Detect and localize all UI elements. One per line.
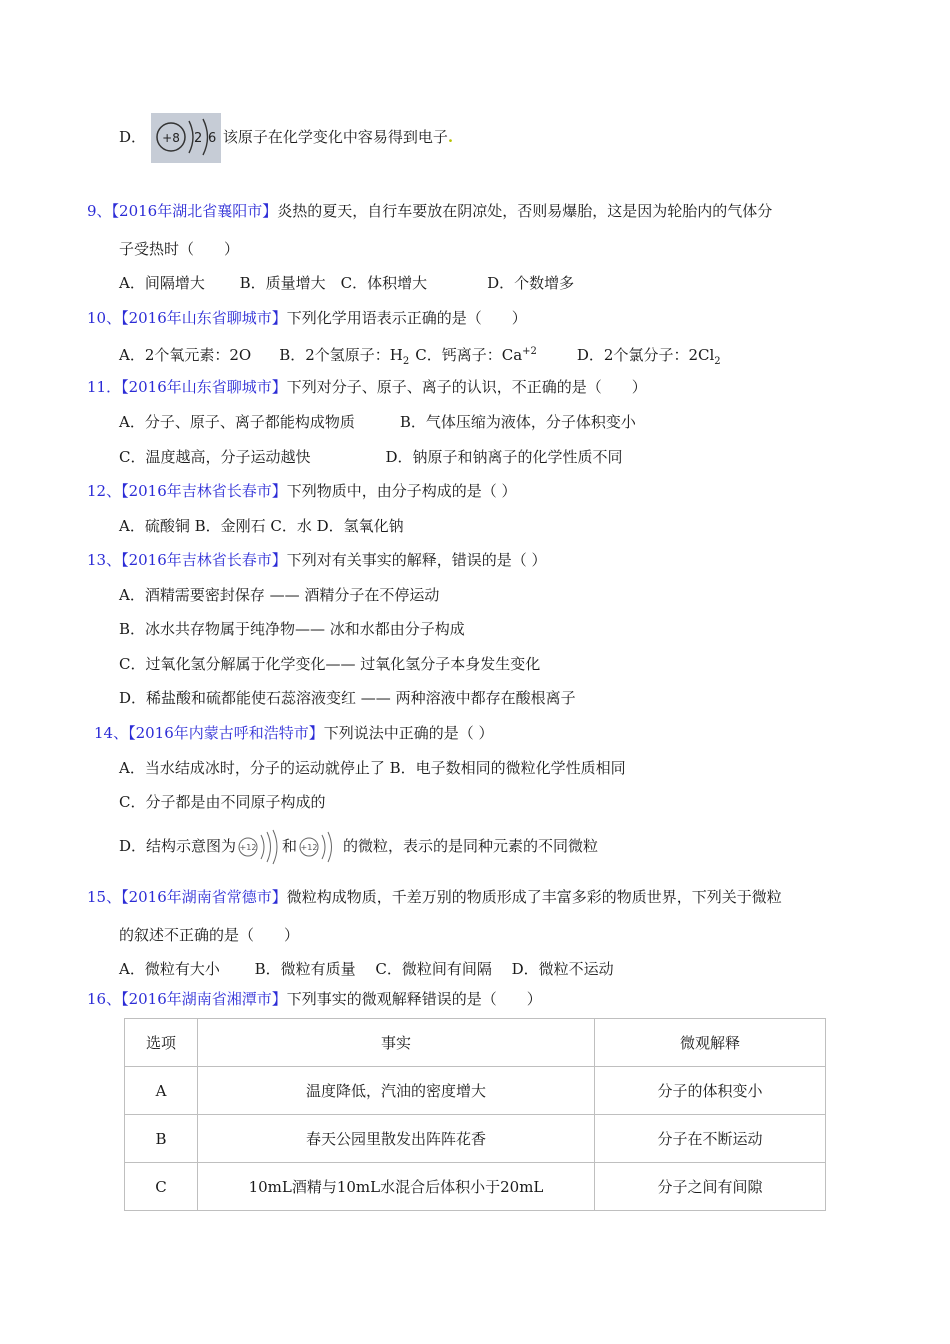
question-number: 16、 [87,990,122,1008]
table-cell: 分子在不断运动 [595,1115,826,1163]
question-source: 【2016年湖南省湘潭市】 [121,990,287,1008]
q15-stem-cont: 的叙述不正确的是（ ） [119,926,300,944]
q8-option-d: D． +8 2 6 该原子在化学变化中容易得到电子. [119,112,453,163]
table-cell: 分子之间有间隙 [595,1163,826,1211]
oxygen-atom-structure-diagram [151,113,221,163]
q15-stem [87,886,782,908]
question-text: 下列化学用语表示正确的是（ ） [286,309,527,327]
question-number: 9、 [87,202,112,220]
table-cell: 分子的体积变小 [595,1067,826,1115]
q13-stem [87,549,547,571]
question-source: 【2016年吉林省长春市】 [121,551,287,569]
q11-options-ab: A．分子、原子、离子都能构成物质 B．气体压缩为液体，分子体积变小 [119,413,636,431]
question-source: 【2016年内蒙古呼和浩特市】 [128,724,324,742]
svg-text:+12: +12 [300,843,318,852]
q11-options-cd: C．温度越高，分子运动越快 D．钠原子和钠离子的化学性质不同 [119,448,623,466]
option-c: C．钙离子：$Ca^{+2}$ [415,346,537,364]
question-source: 【2016年吉林省长春市】 [121,482,287,500]
option-a: A．2个氧元素：2O [119,346,252,364]
q10-stem [87,307,527,329]
question-text: 下列对有关事实的解释，错误的是（ ） [286,551,547,569]
svg-text:6: 6 [207,131,217,146]
q10-options [119,341,721,373]
option-text: 该原子在化学变化中容易得到电子 [222,128,448,146]
table-cell: 10mL酒精与10mL水混合后体积小于20mL [198,1163,595,1211]
table-cell: B [125,1115,198,1163]
table-row [125,1067,826,1115]
facts-table [124,1018,826,1211]
question-text: 下列事实的微观解释错误的是（ ） [286,990,542,1008]
table-row [125,1163,826,1211]
table-header-cell: 微观解释 [595,1019,826,1067]
q9-stem-cont: 子受热时（ ） [119,240,240,258]
question-number: 12、 [87,482,122,500]
table-cell: A [125,1067,198,1115]
table-cell: 温度降低，汽油的密度增大 [198,1067,595,1115]
question-number: 15、 [87,888,122,906]
question-text: 炎热的夏天，自行车要放在阴凉处，否则易爆胎，这是因为轮胎内的气体分 [277,202,773,220]
q14-option-c: C．分子都是由不同原子构成的 [119,793,326,811]
q16-stem [87,988,542,1010]
q14-stem [94,722,494,744]
q14-options-ab: A．当水结成冰时，分子的运动就停止了 B．电子数相同的微粒化学性质相同 [119,759,626,777]
magnesium-atom-structure-diagram [236,827,282,867]
q13-option-d: D．稀盐酸和硫都能使石蕊溶液变红 —— 两种溶液中都存在酸根离子 [119,689,576,707]
option-d: D．2个氯分子：$2Cl_2$ [576,346,721,367]
question-number: 13、 [87,551,122,569]
table-header-cell: 事实 [198,1019,595,1067]
q11-stem [87,376,647,398]
question-source: 【2016年湖北省襄阳市】 [111,202,278,220]
q13-option-b: B．冰水共存物属于纯净物—— 冰和水都由分子构成 [119,620,465,638]
table-header-cell: 选项 [125,1019,198,1067]
option-label: D． [119,128,147,146]
question-text: 下列对分子、原子、离子的认识，不正确的是（ ） [286,378,647,396]
q9-options: A．间隔增大 B．质量增大 C．体积增大 D．个数增多 [119,274,575,292]
table-cell: C [125,1163,198,1211]
table-header-row [125,1019,826,1067]
q15-options: A．微粒有大小 B．微粒有质量 C．微粒间有间隔 D．微粒不运动 [119,960,614,978]
q12-stem [87,480,517,502]
question-source: 【2016年湖南省常德市】 [121,888,287,906]
question-text: 下列物质中，由分子构成的是（ ） [286,482,517,500]
table-cell: 春天公园里散发出阵阵花香 [198,1115,595,1163]
question-number: 14、 [94,724,129,742]
q14-option-d: D．结构示意图为 +12 和 +12 的微粒，表示的是同种元素的不同微粒 [119,826,598,867]
svg-text:+12: +12 [239,843,257,852]
question-source: 【2016年山东省聊城市】 [121,378,287,396]
question-number: 10、 [87,309,122,327]
q9-stem [87,200,772,222]
question-text: 微粒构成物质，千差万别的物质形成了丰富多彩的物质世界，下列关于微粒 [286,888,782,906]
magnesium-ion-structure-diagram [297,827,343,867]
question-number: 11． [87,378,122,396]
q12-options: A．硫酸铜 B．金刚石 C．水 D．氢氧化钠 [119,517,404,535]
q13-option-c: C．过氧化氢分解属于化学变化—— 过氧化氢分子本身发生变化 [119,655,541,673]
question-text: 下列说法中正确的是（ ） [323,724,494,742]
svg-text:2: 2 [193,131,203,146]
question-source: 【2016年山东省聊城市】 [121,309,287,327]
q13-option-a: A．酒精需要密封保存 —— 酒精分子在不停运动 [119,586,440,604]
table-row [125,1115,826,1163]
option-b: B．2个氢原子：$H_2$ [279,346,410,367]
svg-text:+8: +8 [161,131,180,145]
